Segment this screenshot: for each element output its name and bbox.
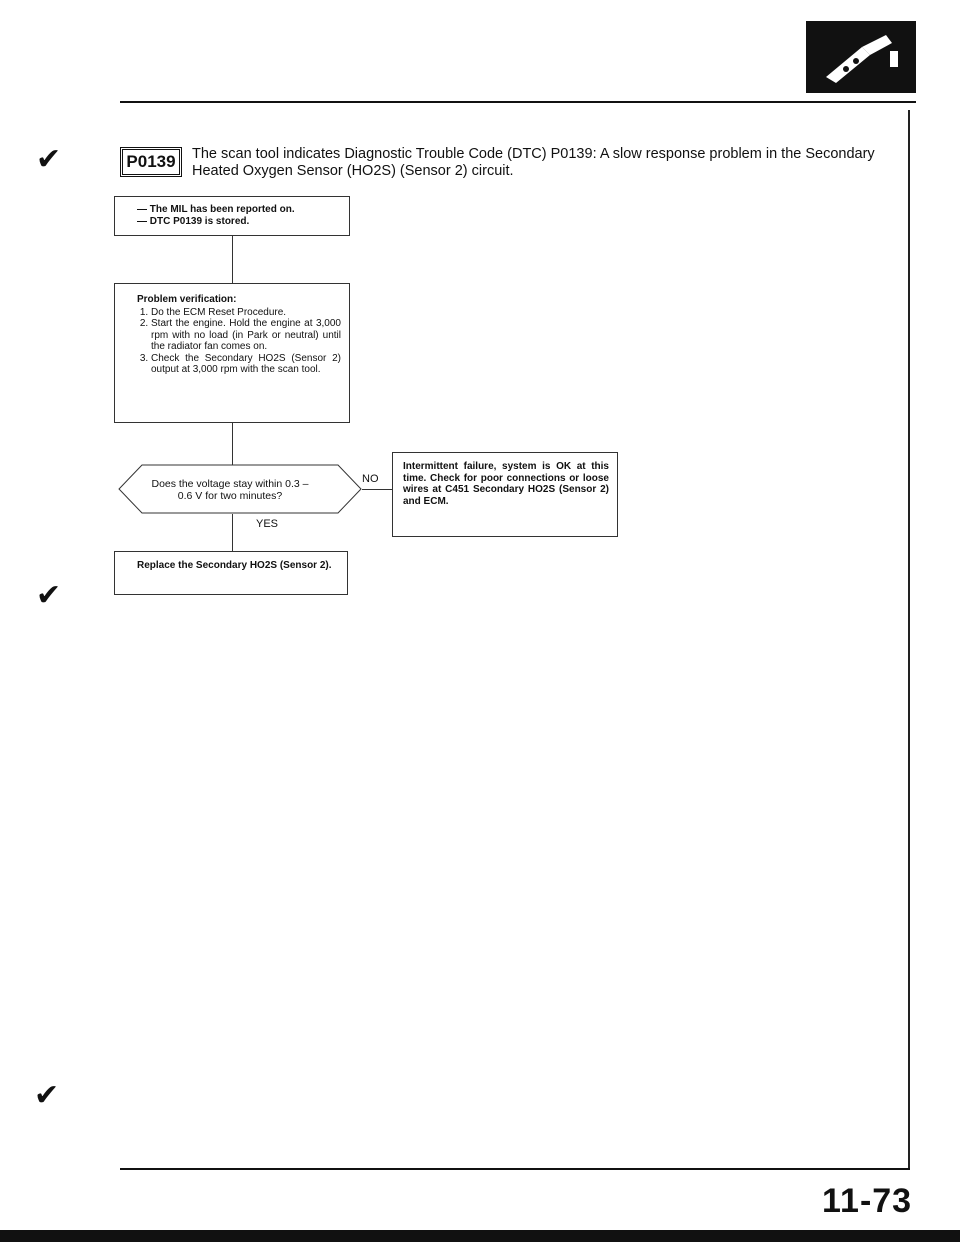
dtc-description: The scan tool indicates Diagnostic Trouble Code (DTC) P0139: A slow response problem in the Secondary Heated Oxygen Sensor (HO2S) (Sensor 2) circuit. <box>192 146 875 179</box>
fuel-nozzle-icon <box>806 21 916 93</box>
decision-question: Does the voltage stay within 0.3 – 0.6 V for two minutes? <box>151 478 309 502</box>
connector-line <box>232 236 233 283</box>
verification-step: 2. Start the engine. Hold the engine at 3,000 rpm with no load (in Park or neutral) until the radiator fan comes on. <box>151 318 341 353</box>
connector-line <box>362 489 392 490</box>
mil-status-box <box>114 196 350 236</box>
no-label: NO <box>362 473 379 485</box>
replace-sensor-box: Replace the Secondary HO2S (Sensor 2). <box>114 551 348 595</box>
frame-right-rule <box>908 110 910 1170</box>
footer-bar <box>0 1230 960 1242</box>
connector-line <box>232 423 233 465</box>
verification-step: 1. Do the ECM Reset Procedure. <box>151 307 341 319</box>
dtc-code-badge: P0139 <box>120 147 182 177</box>
verification-title: Problem verification: <box>137 294 237 305</box>
header-rule <box>120 101 916 103</box>
footer-rule <box>120 1168 910 1170</box>
yes-label: YES <box>256 518 279 530</box>
mil-line-1: — The MIL has been reported on. <box>137 204 295 215</box>
check-mark-icon: ✔ <box>34 1078 60 1113</box>
verification-step: 3. Check the Secondary HO2S (Sensor 2) output at 3,000 rpm with the scan tool. <box>151 353 341 376</box>
mil-line-2: — DTC P0139 is stored. <box>137 215 250 227</box>
page-number: 11-73 <box>822 1182 913 1220</box>
verification-steps <box>137 307 341 376</box>
problem-verification-box <box>114 283 350 423</box>
check-mark-icon: ✔ <box>36 578 62 613</box>
check-mark-icon: ✔ <box>36 142 62 177</box>
intermittent-failure-box: Intermittent failure, system is OK at this time. Check for poor connections or loose wires at C451 Secondary HO2S (Sensor 2) and ECM. <box>392 452 618 537</box>
connector-line <box>232 514 233 551</box>
